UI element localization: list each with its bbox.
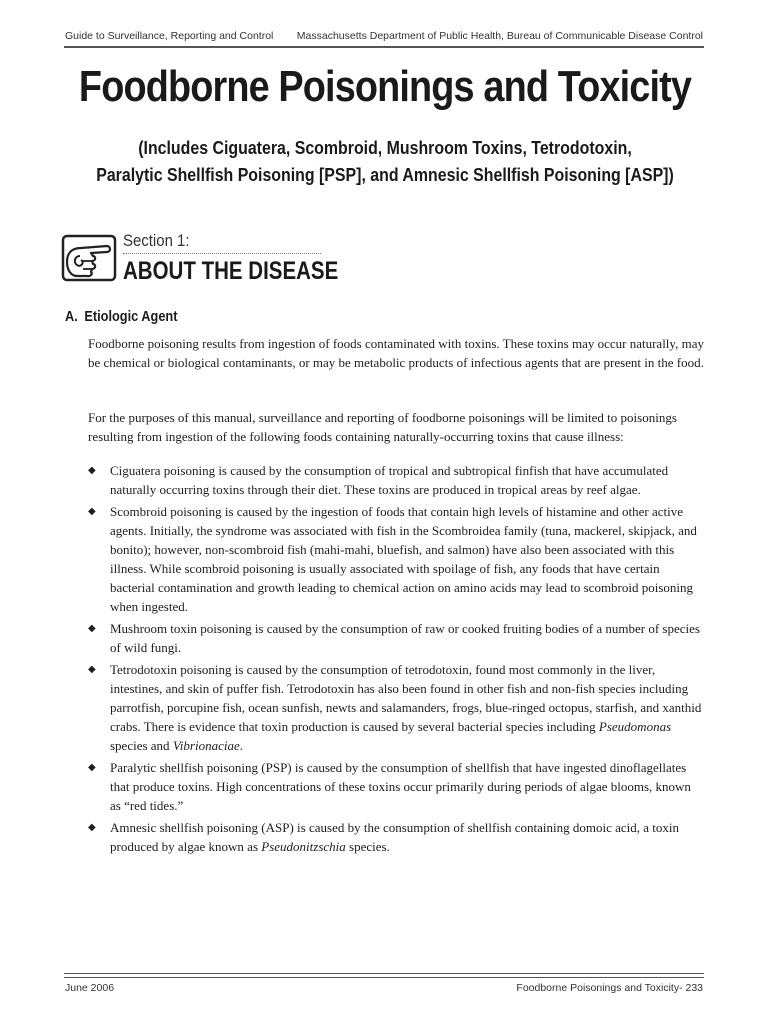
- list-item-tetrodotoxin: [88, 660, 704, 755]
- header-rule: [64, 46, 704, 48]
- diamond-bullet-icon: ◆: [88, 664, 96, 675]
- section-label: Section 1:: [123, 231, 190, 250]
- footer-date: June 2006: [65, 982, 115, 994]
- subsection-heading: [65, 309, 177, 325]
- footer-rule: [64, 973, 704, 978]
- paragraph-intro: Foodborne poisoning results from ingestion of foods contaminated with toxins. These toxins may occur naturally, may be chemical or biological contaminants, or may be metabolic products of infectious agents that are present in the food.: [88, 336, 704, 370]
- list-item-mushroom: [88, 619, 704, 657]
- species-name: Pseudomonas: [598, 719, 672, 734]
- diamond-bullet-icon: ◆: [88, 822, 96, 833]
- diamond-bullet-icon: ◆: [88, 623, 96, 634]
- page-subtitle: [54, 134, 716, 188]
- list-item-scombroid: [88, 502, 704, 616]
- list-item-text: Tetrodotoxin poisoning is caused by the consumption of tetrodotoxin, found most commonly in the liver, intestines, and skin of puffer fish. Tetrodotoxin has also been found in other fish and non-fish species including parrotfish, porcupine fish, ocean sunfish, newts and salamanders, frogs, blue-ringed octopus, starfish, and xanthid crabs. There is evidence that toxin production is caused by several bacterial species including Pseudomonas species and Vibrionaciae.: [110, 662, 702, 753]
- footer-page-number: Foodborne Poisonings and Toxicity- 233: [516, 982, 703, 994]
- diamond-bullet-icon: ◆: [88, 762, 96, 773]
- header-guide-title: Guide to Surveillance, Reporting and Control: [65, 30, 274, 42]
- section-divider: [123, 253, 321, 254]
- list-item-text: Scombroid poisoning is caused by the ingestion of foods that contain high levels of histamine and other active agents. Initially, the syndrome was associated with fish in the Scombroidea family (tuna, mackerel, skipjack, and bonito); however, non-scombroid fish (mahi-mahi, bluefish, and salmon) have also been associated with this illness. While scombroid poisoning is usually associated with spoilage of fish, any foods that have certain bacterial contamination and growth leading to chemical action on amino acids may lead to scombroid poisoning when ingested.: [110, 504, 697, 614]
- diamond-bullet-icon: ◆: [88, 465, 96, 476]
- list-item-text: Paralytic shellfish poisoning (PSP) is caused by the consumption of shellfish that have ingested dinoflagellates that produce toxins. High concentrations of these toxins occur primarily during periods of algae blooms, known as “red tides.”: [110, 760, 691, 813]
- list-item-asp: [88, 818, 704, 856]
- section-title: ABOUT THE DISEASE: [123, 257, 339, 285]
- list-item-text: Amnesic shellfish poisoning (ASP) is caused by the consumption of shellfish containing domoic acid, a toxin produced by algae known as Pseudonitzschia species.: [110, 820, 680, 854]
- list-item-psp: [88, 758, 704, 815]
- subsection-letter: A.: [65, 309, 78, 325]
- species-name: Pseudonitzschia: [261, 839, 346, 854]
- subtitle-line-1: (Includes Ciguatera, Scombroid, Mushroom Toxins, Tetrodotoxin,: [138, 137, 632, 158]
- species-name: Vibrionaciae: [172, 738, 240, 753]
- pointing-hand-icon: [61, 232, 117, 284]
- toxin-list: [88, 461, 704, 859]
- subtitle-line-2: Paralytic Shellfish Poisoning [PSP], and Amnesic Shellfish Poisoning [ASP]): [96, 164, 674, 185]
- subsection-title: Etiologic Agent: [84, 309, 178, 325]
- list-item-text: Mushroom toxin poisoning is caused by the consumption of raw or cooked fruiting bodies of a number of species of wild fungi.: [110, 621, 700, 655]
- page-title: Foodborne Poisonings and Toxicity: [78, 62, 692, 111]
- paragraph-scope: For the purposes of this manual, surveillance and reporting of foodborne poisonings will be limited to poisonings resulting from ingestion of the following foods containing naturally-occurring toxins that cause illness:: [88, 410, 677, 444]
- diamond-bullet-icon: ◆: [88, 506, 96, 517]
- header-department: Massachusetts Department of Public Health, Bureau of Communicable Disease Control: [296, 30, 703, 42]
- list-item-ciguatera: [88, 461, 704, 499]
- list-item-text: Ciguatera poisoning is caused by the consumption of tropical and subtropical finfish that have accumulated naturally occurring toxins through their diet. These toxins are produced in tropical areas by reef algae.: [110, 463, 669, 497]
